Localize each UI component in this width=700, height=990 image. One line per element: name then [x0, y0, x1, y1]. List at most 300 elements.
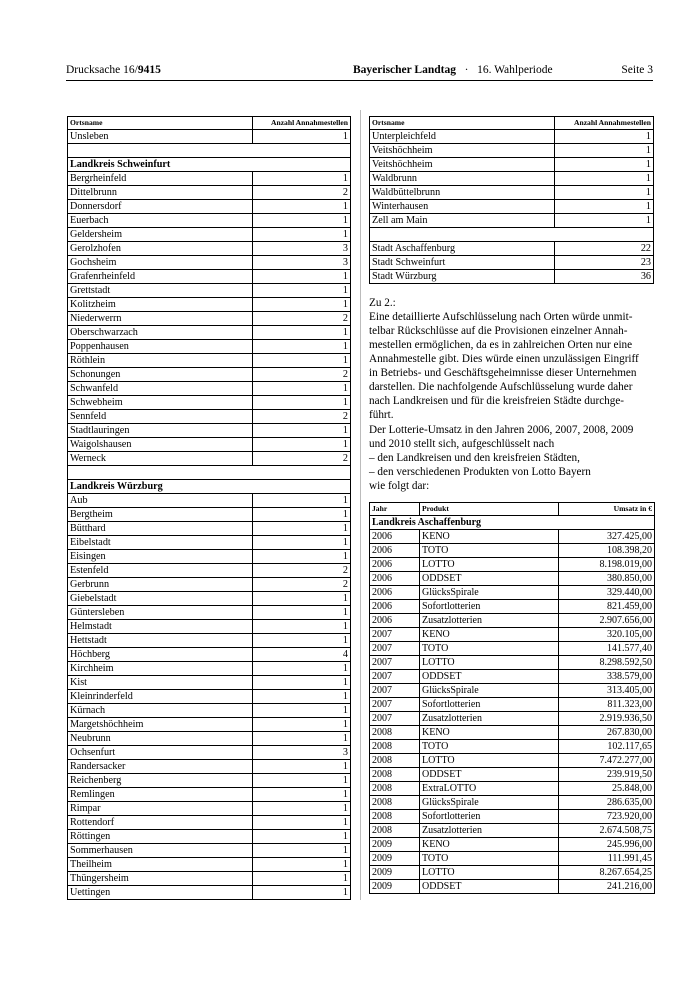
table-row [68, 242, 351, 256]
table-row [68, 354, 351, 368]
text-line: Annahmestelle gibt. Dies würde einen unzulässigen Eingriff [369, 353, 639, 365]
table-row [68, 718, 351, 732]
product-cell: KENO [420, 838, 559, 852]
year-cell: 2007 [370, 698, 420, 712]
table-row [370, 698, 655, 712]
location-count: 23 [555, 256, 654, 270]
table-row [68, 564, 351, 578]
location-count: 1 [253, 802, 351, 816]
location-count: 1 [555, 214, 654, 228]
column-header-anzahl: Anzahl Annahmestellen [253, 117, 351, 130]
year-cell: 2006 [370, 600, 420, 614]
turnover-cell: 320.105,00 [559, 628, 655, 642]
table-row [370, 880, 655, 894]
table-row [68, 508, 351, 522]
turnover-cell: 102.117,65 [559, 740, 655, 754]
location-count: 1 [253, 284, 351, 298]
location-name: Höchberg [68, 648, 253, 662]
location-name: Zell am Main [370, 214, 555, 228]
location-name: Werneck [68, 452, 253, 466]
year-cell: 2007 [370, 712, 420, 726]
table-row [68, 816, 351, 830]
table-row [68, 396, 351, 410]
location-count: 1 [555, 200, 654, 214]
table-row [370, 824, 655, 838]
table-row [68, 368, 351, 382]
table-row [68, 312, 351, 326]
location-name: Veitshöchheim [370, 144, 555, 158]
location-name: Güntersleben [68, 606, 253, 620]
location-name: Bergtheim [68, 508, 253, 522]
table-row [370, 614, 655, 628]
location-name: Margetshöchheim [68, 718, 253, 732]
year-cell: 2007 [370, 642, 420, 656]
product-cell: ODDSET [420, 880, 559, 894]
location-name: Geldersheim [68, 228, 253, 242]
turnover-cell: 338.579,00 [559, 670, 655, 684]
year-cell: 2007 [370, 628, 420, 642]
table-row [370, 130, 654, 144]
table-row [370, 712, 655, 726]
turnover-cell: 25.848,00 [559, 782, 655, 796]
table-row [68, 662, 351, 676]
turnover-cell: 7.472.277,00 [559, 754, 655, 768]
table-row [370, 600, 655, 614]
location-name: Stadt Schweinfurt [370, 256, 555, 270]
location-count: 1 [253, 536, 351, 550]
year-cell: 2006 [370, 572, 420, 586]
location-name: Winterhausen [370, 200, 555, 214]
turnover-cell: 313.405,00 [559, 684, 655, 698]
location-count: 2 [253, 410, 351, 424]
table-row [370, 530, 655, 544]
table-row [68, 886, 351, 900]
table-row [370, 754, 655, 768]
table-row [370, 656, 655, 670]
location-name: Hettstadt [68, 634, 253, 648]
location-count: 1 [253, 214, 351, 228]
location-name: Neubrunn [68, 732, 253, 746]
location-count: 3 [253, 242, 351, 256]
table-row [68, 326, 351, 340]
section-row [68, 158, 351, 172]
product-cell: Sofortlotterien [420, 698, 559, 712]
location-name: Bergrheinfeld [68, 172, 253, 186]
year-cell: 2009 [370, 852, 420, 866]
location-name: Stadt Würzburg [370, 270, 555, 284]
turnover-cell: 8.298.592,50 [559, 656, 655, 670]
product-cell: ExtraLOTTO [420, 782, 559, 796]
location-name: Grafenrheinfeld [68, 270, 253, 284]
turnover-cell: 2.907.656,00 [559, 614, 655, 628]
location-count: 1 [253, 494, 351, 508]
product-cell: TOTO [420, 740, 559, 754]
year-cell: 2008 [370, 796, 420, 810]
location-name: Schwanfeld [68, 382, 253, 396]
location-name: Unsleben [68, 130, 253, 144]
product-cell: ODDSET [420, 572, 559, 586]
table-row [370, 740, 655, 754]
location-name: Unterpleichfeld [370, 130, 555, 144]
location-name: Waigolshausen [68, 438, 253, 452]
location-count: 1 [253, 270, 351, 284]
table-row [68, 382, 351, 396]
year-cell: 2006 [370, 544, 420, 558]
location-count: 1 [253, 886, 351, 900]
location-count: 1 [253, 858, 351, 872]
location-count: 1 [253, 634, 351, 648]
table-row [68, 648, 351, 662]
location-count: 1 [253, 718, 351, 732]
table-row [68, 690, 351, 704]
column-header-jahr: Jahr [370, 503, 420, 516]
turnover-cell: 821.459,00 [559, 600, 655, 614]
table-row [370, 586, 655, 600]
column-header-produkt: Produkt [420, 503, 559, 516]
text-line: führt. [369, 409, 394, 421]
table-row [370, 684, 655, 698]
location-name: Gochsheim [68, 256, 253, 270]
table-row [68, 298, 351, 312]
location-count: 1 [253, 438, 351, 452]
location-count: 1 [253, 354, 351, 368]
product-cell: ODDSET [420, 670, 559, 684]
product-cell: GlücksSpirale [420, 586, 559, 600]
table-row [68, 270, 351, 284]
product-cell: KENO [420, 726, 559, 740]
location-name: Schonungen [68, 368, 253, 382]
turnover-cell: 241.216,00 [559, 880, 655, 894]
table-row [68, 424, 351, 438]
blank-row [68, 466, 351, 480]
location-count: 1 [253, 774, 351, 788]
location-count: 2 [253, 578, 351, 592]
location-count: 1 [253, 396, 351, 410]
year-cell: 2009 [370, 866, 420, 880]
product-cell: TOTO [420, 852, 559, 866]
table-row [68, 606, 351, 620]
location-count: 1 [253, 704, 351, 718]
year-cell: 2008 [370, 726, 420, 740]
location-count: 1 [253, 228, 351, 242]
location-count: 4 [253, 648, 351, 662]
location-count: 1 [253, 592, 351, 606]
year-cell: 2008 [370, 768, 420, 782]
location-name: Theilheim [68, 858, 253, 872]
product-cell: Zusatzlotterien [420, 712, 559, 726]
table-row [68, 872, 351, 886]
table-row [370, 256, 654, 270]
location-name: Stadtlauringen [68, 424, 253, 438]
table-row [68, 438, 351, 452]
turnover-cell: 2.919.936,50 [559, 712, 655, 726]
location-count: 1 [555, 186, 654, 200]
turnover-cell: 111.991,45 [559, 852, 655, 866]
location-count: 36 [555, 270, 654, 284]
location-count: 1 [253, 732, 351, 746]
location-count: 1 [253, 298, 351, 312]
location-count: 1 [253, 844, 351, 858]
table-row [68, 522, 351, 536]
table-row [68, 830, 351, 844]
column-header-umsatz: Umsatz in € [559, 503, 655, 516]
location-count: 2 [253, 564, 351, 578]
location-count: 1 [253, 550, 351, 564]
year-cell: 2009 [370, 838, 420, 852]
product-cell: LOTTO [420, 866, 559, 880]
table-header-row [370, 503, 655, 516]
product-cell: TOTO [420, 642, 559, 656]
table-row [68, 578, 351, 592]
table-row [370, 796, 655, 810]
location-name: Kürnach [68, 704, 253, 718]
table-row [370, 572, 655, 586]
product-cell: LOTTO [420, 558, 559, 572]
product-cell: Sofortlotterien [420, 600, 559, 614]
answer-heading: Zu 2.: [369, 297, 396, 309]
table-row [68, 550, 351, 564]
text-line: Der Lotterie-Umsatz in den Jahren 2006, 2007, 2008, 2009 [369, 424, 634, 436]
year-cell: 2006 [370, 530, 420, 544]
location-count: 1 [253, 690, 351, 704]
location-count: 1 [253, 620, 351, 634]
location-name: Euerbach [68, 214, 253, 228]
section-row [370, 516, 655, 530]
table-row [68, 494, 351, 508]
location-name: Schwebheim [68, 396, 253, 410]
turnover-cell: 239.919,50 [559, 768, 655, 782]
table-row [68, 844, 351, 858]
text-line: in Betriebs- und Geschäftsgeheimnisse dieser Unternehmen [369, 367, 637, 379]
location-name: Kleinrinderfeld [68, 690, 253, 704]
table-row [68, 620, 351, 634]
table-row [68, 704, 351, 718]
product-cell: GlücksSpirale [420, 684, 559, 698]
location-name: Veitshöchheim [370, 158, 555, 172]
location-count: 1 [253, 676, 351, 690]
location-count: 2 [253, 368, 351, 382]
table-row [68, 676, 351, 690]
location-count: 1 [253, 340, 351, 354]
location-name: Estenfeld [68, 564, 253, 578]
location-count: 1 [253, 200, 351, 214]
blank-row [370, 228, 654, 242]
table-row [68, 130, 351, 144]
turnover-cell: 380.850,00 [559, 572, 655, 586]
answer-paragraph [369, 310, 655, 422]
table-row [68, 746, 351, 760]
location-name: Kist [68, 676, 253, 690]
location-count: 1 [253, 382, 351, 396]
location-name: Waldbüttelbrunn [370, 186, 555, 200]
column-divider [360, 110, 361, 900]
table-row [68, 452, 351, 466]
table-row [68, 340, 351, 354]
table-row [68, 536, 351, 550]
table-row [370, 628, 655, 642]
blank-cell [68, 466, 351, 480]
table-row [370, 544, 655, 558]
location-name: Grettstadt [68, 284, 253, 298]
right-locations-table [369, 116, 654, 284]
table-row [370, 186, 654, 200]
product-cell: Zusatzlotterien [420, 614, 559, 628]
year-cell: 2007 [370, 656, 420, 670]
section-label: Landkreis Aschaffenburg [370, 516, 655, 530]
location-name: Kirchheim [68, 662, 253, 676]
table-row [370, 866, 655, 880]
column-header-anzahl: Anzahl Annahmestellen [555, 117, 654, 130]
turnover-cell: 2.674.508,75 [559, 824, 655, 838]
turnover-cell: 811.323,00 [559, 698, 655, 712]
location-count: 1 [253, 508, 351, 522]
location-name: Uettingen [68, 886, 253, 900]
year-cell: 2006 [370, 614, 420, 628]
table-row [370, 270, 654, 284]
table-row [370, 158, 654, 172]
answer-section [369, 296, 655, 422]
location-count: 1 [253, 662, 351, 676]
location-count: 1 [253, 788, 351, 802]
turnover-cell: 8.267.654,25 [559, 866, 655, 880]
location-name: Röthlein [68, 354, 253, 368]
location-name: Sennfeld [68, 410, 253, 424]
location-count: 3 [253, 746, 351, 760]
table-row [370, 558, 655, 572]
text-line: telbar Rückschlüsse auf die Provisionen einzelner Annah- [369, 325, 628, 337]
year-cell: 2006 [370, 586, 420, 600]
table-header-row [68, 117, 351, 130]
turnover-cell: 327.425,00 [559, 530, 655, 544]
location-name: Dittelbrunn [68, 186, 253, 200]
table-row [68, 774, 351, 788]
table-row [370, 200, 654, 214]
table-row [68, 228, 351, 242]
product-cell: LOTTO [420, 656, 559, 670]
table-row [370, 782, 655, 796]
institution-name: Bayerischer Landtag [353, 64, 456, 76]
location-name: Waldbrunn [370, 172, 555, 186]
location-name: Donnersdorf [68, 200, 253, 214]
location-count: 1 [253, 872, 351, 886]
table-row [68, 788, 351, 802]
document-number: Drucksache 16/9415 [66, 64, 161, 76]
location-name: Aub [68, 494, 253, 508]
product-cell: Sofortlotterien [420, 810, 559, 824]
location-count: 2 [253, 312, 351, 326]
table-row [68, 858, 351, 872]
location-name: Randersacker [68, 760, 253, 774]
location-name: Kolitzheim [68, 298, 253, 312]
year-cell: 2007 [370, 684, 420, 698]
left-locations-table [67, 116, 351, 900]
turnover-cell: 141.577,40 [559, 642, 655, 656]
product-cell: LOTTO [420, 754, 559, 768]
column-header-ortsname: Ortsname [68, 117, 253, 130]
year-cell: 2007 [370, 670, 420, 684]
location-count: 2 [253, 186, 351, 200]
table-row [370, 144, 654, 158]
table-row [68, 634, 351, 648]
location-count: 1 [253, 130, 351, 144]
table-row [370, 852, 655, 866]
table-row [68, 172, 351, 186]
table-row [68, 200, 351, 214]
turnover-cell: 108.398,20 [559, 544, 655, 558]
table-row [370, 670, 655, 684]
table-row [68, 760, 351, 774]
location-name: Giebelstadt [68, 592, 253, 606]
turnover-intro [369, 423, 655, 493]
location-name: Stadt Aschaffenburg [370, 242, 555, 256]
location-name: Röttingen [68, 830, 253, 844]
location-count: 1 [253, 830, 351, 844]
table-row [370, 242, 654, 256]
location-count: 1 [555, 144, 654, 158]
product-cell: TOTO [420, 544, 559, 558]
location-count: 1 [253, 424, 351, 438]
location-count: 1 [253, 816, 351, 830]
table-row [68, 256, 351, 270]
location-count: 22 [555, 242, 654, 256]
year-cell: 2009 [370, 880, 420, 894]
product-cell: ODDSET [420, 768, 559, 782]
product-cell: KENO [420, 530, 559, 544]
location-name: Ochsenfurt [68, 746, 253, 760]
location-name: Reichenberg [68, 774, 253, 788]
table-row [370, 642, 655, 656]
header-separator: · [464, 64, 469, 76]
turnover-cell: 329.440,00 [559, 586, 655, 600]
turnover-cell: 286.635,00 [559, 796, 655, 810]
table-row [370, 768, 655, 782]
location-name: Gerolzhofen [68, 242, 253, 256]
text-line: – den Landkreisen und den kreisfreien Städten, [369, 452, 580, 464]
location-count: 1 [555, 172, 654, 186]
location-count: 1 [253, 172, 351, 186]
year-cell: 2008 [370, 810, 420, 824]
blank-cell [370, 228, 654, 242]
location-count: 3 [253, 256, 351, 270]
table-row [370, 214, 654, 228]
location-name: Eibelstadt [68, 536, 253, 550]
text-line: mestellen ermöglichen, da es in zahlreichen Orten nur eine [369, 339, 633, 351]
table-row [68, 284, 351, 298]
table-row [68, 410, 351, 424]
location-name: Niederwerrn [68, 312, 253, 326]
product-cell: Zusatzlotterien [420, 824, 559, 838]
table-row [68, 732, 351, 746]
turnover-cell: 267.830,00 [559, 726, 655, 740]
table-row [370, 726, 655, 740]
location-name: Rottendorf [68, 816, 253, 830]
location-name: Helmstadt [68, 620, 253, 634]
table-row [68, 592, 351, 606]
section-label: Landkreis Würzburg [68, 480, 351, 494]
text-line: darstellen. Die nachfolgende Aufschlüsselung wurde daher [369, 381, 633, 393]
year-cell: 2008 [370, 740, 420, 754]
location-count: 1 [253, 760, 351, 774]
section-row [68, 480, 351, 494]
location-name: Gerbrunn [68, 578, 253, 592]
turnover-cell: 8.198.019,00 [559, 558, 655, 572]
location-name: Oberschwarzach [68, 326, 253, 340]
table-row [370, 810, 655, 824]
legislative-period: 16. Wahlperiode [477, 64, 553, 76]
blank-row [68, 144, 351, 158]
year-cell: 2008 [370, 824, 420, 838]
location-name: Poppenhausen [68, 340, 253, 354]
